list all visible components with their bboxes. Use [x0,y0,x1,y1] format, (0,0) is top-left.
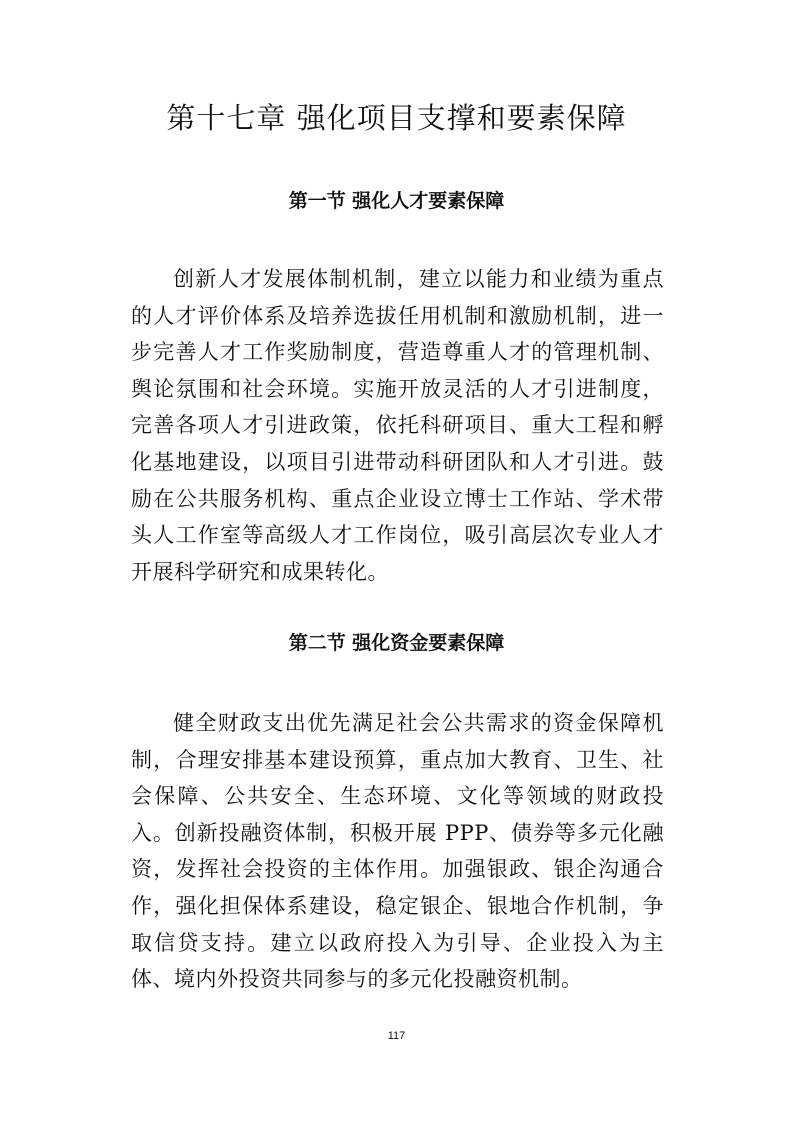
section-paragraph-funding: 健全财政支出优先满足社会公共需求的资金保障机制，合理安排基本建设预算，重点加大教育、卫生、社会保障、公共安全、生态环境、文化等领域的财政投入。创新投融资体制，积极开展 PPP、债券等多元化融资，发挥社会投资的主体作用。加强银政、银企沟通合作，强化担保体系建设，稳定银企、银地合作机制，争取信贷支持。建立以政府投入为引导、企业投入为主体、境内外投资共同参与的多元化投融资机制。 [131,711,664,992]
section-heading-talent: 第一节 强化人才要素保障 [288,190,505,212]
page-number: 117 [387,1030,406,1042]
chapter-title: 第十七章 强化项目支撑和要素保障 [166,101,627,135]
section-paragraph-talent: 创新人才发展体制机制，建立以能力和业绩为重点的人才评价体系及培养选拔任用机制和激励机制，进一步完善人才工作奖励制度，营造尊重人才的管理机制、舆论氛围和社会环境。实施开放灵活的人才引进制度，完善各项人才引进政策，依托科研项目、重大工程和孵化基地建设，以项目引进带动科研团队和人才引进。鼓励在公共服务机构、重点企业设立博士工作站、学术带头人工作室等高级人才工作岗位，吸引高层次专业人才开展科学研究和成果转化。 [131,267,664,584]
section-heading-funding: 第二节 强化资金要素保障 [288,632,505,654]
